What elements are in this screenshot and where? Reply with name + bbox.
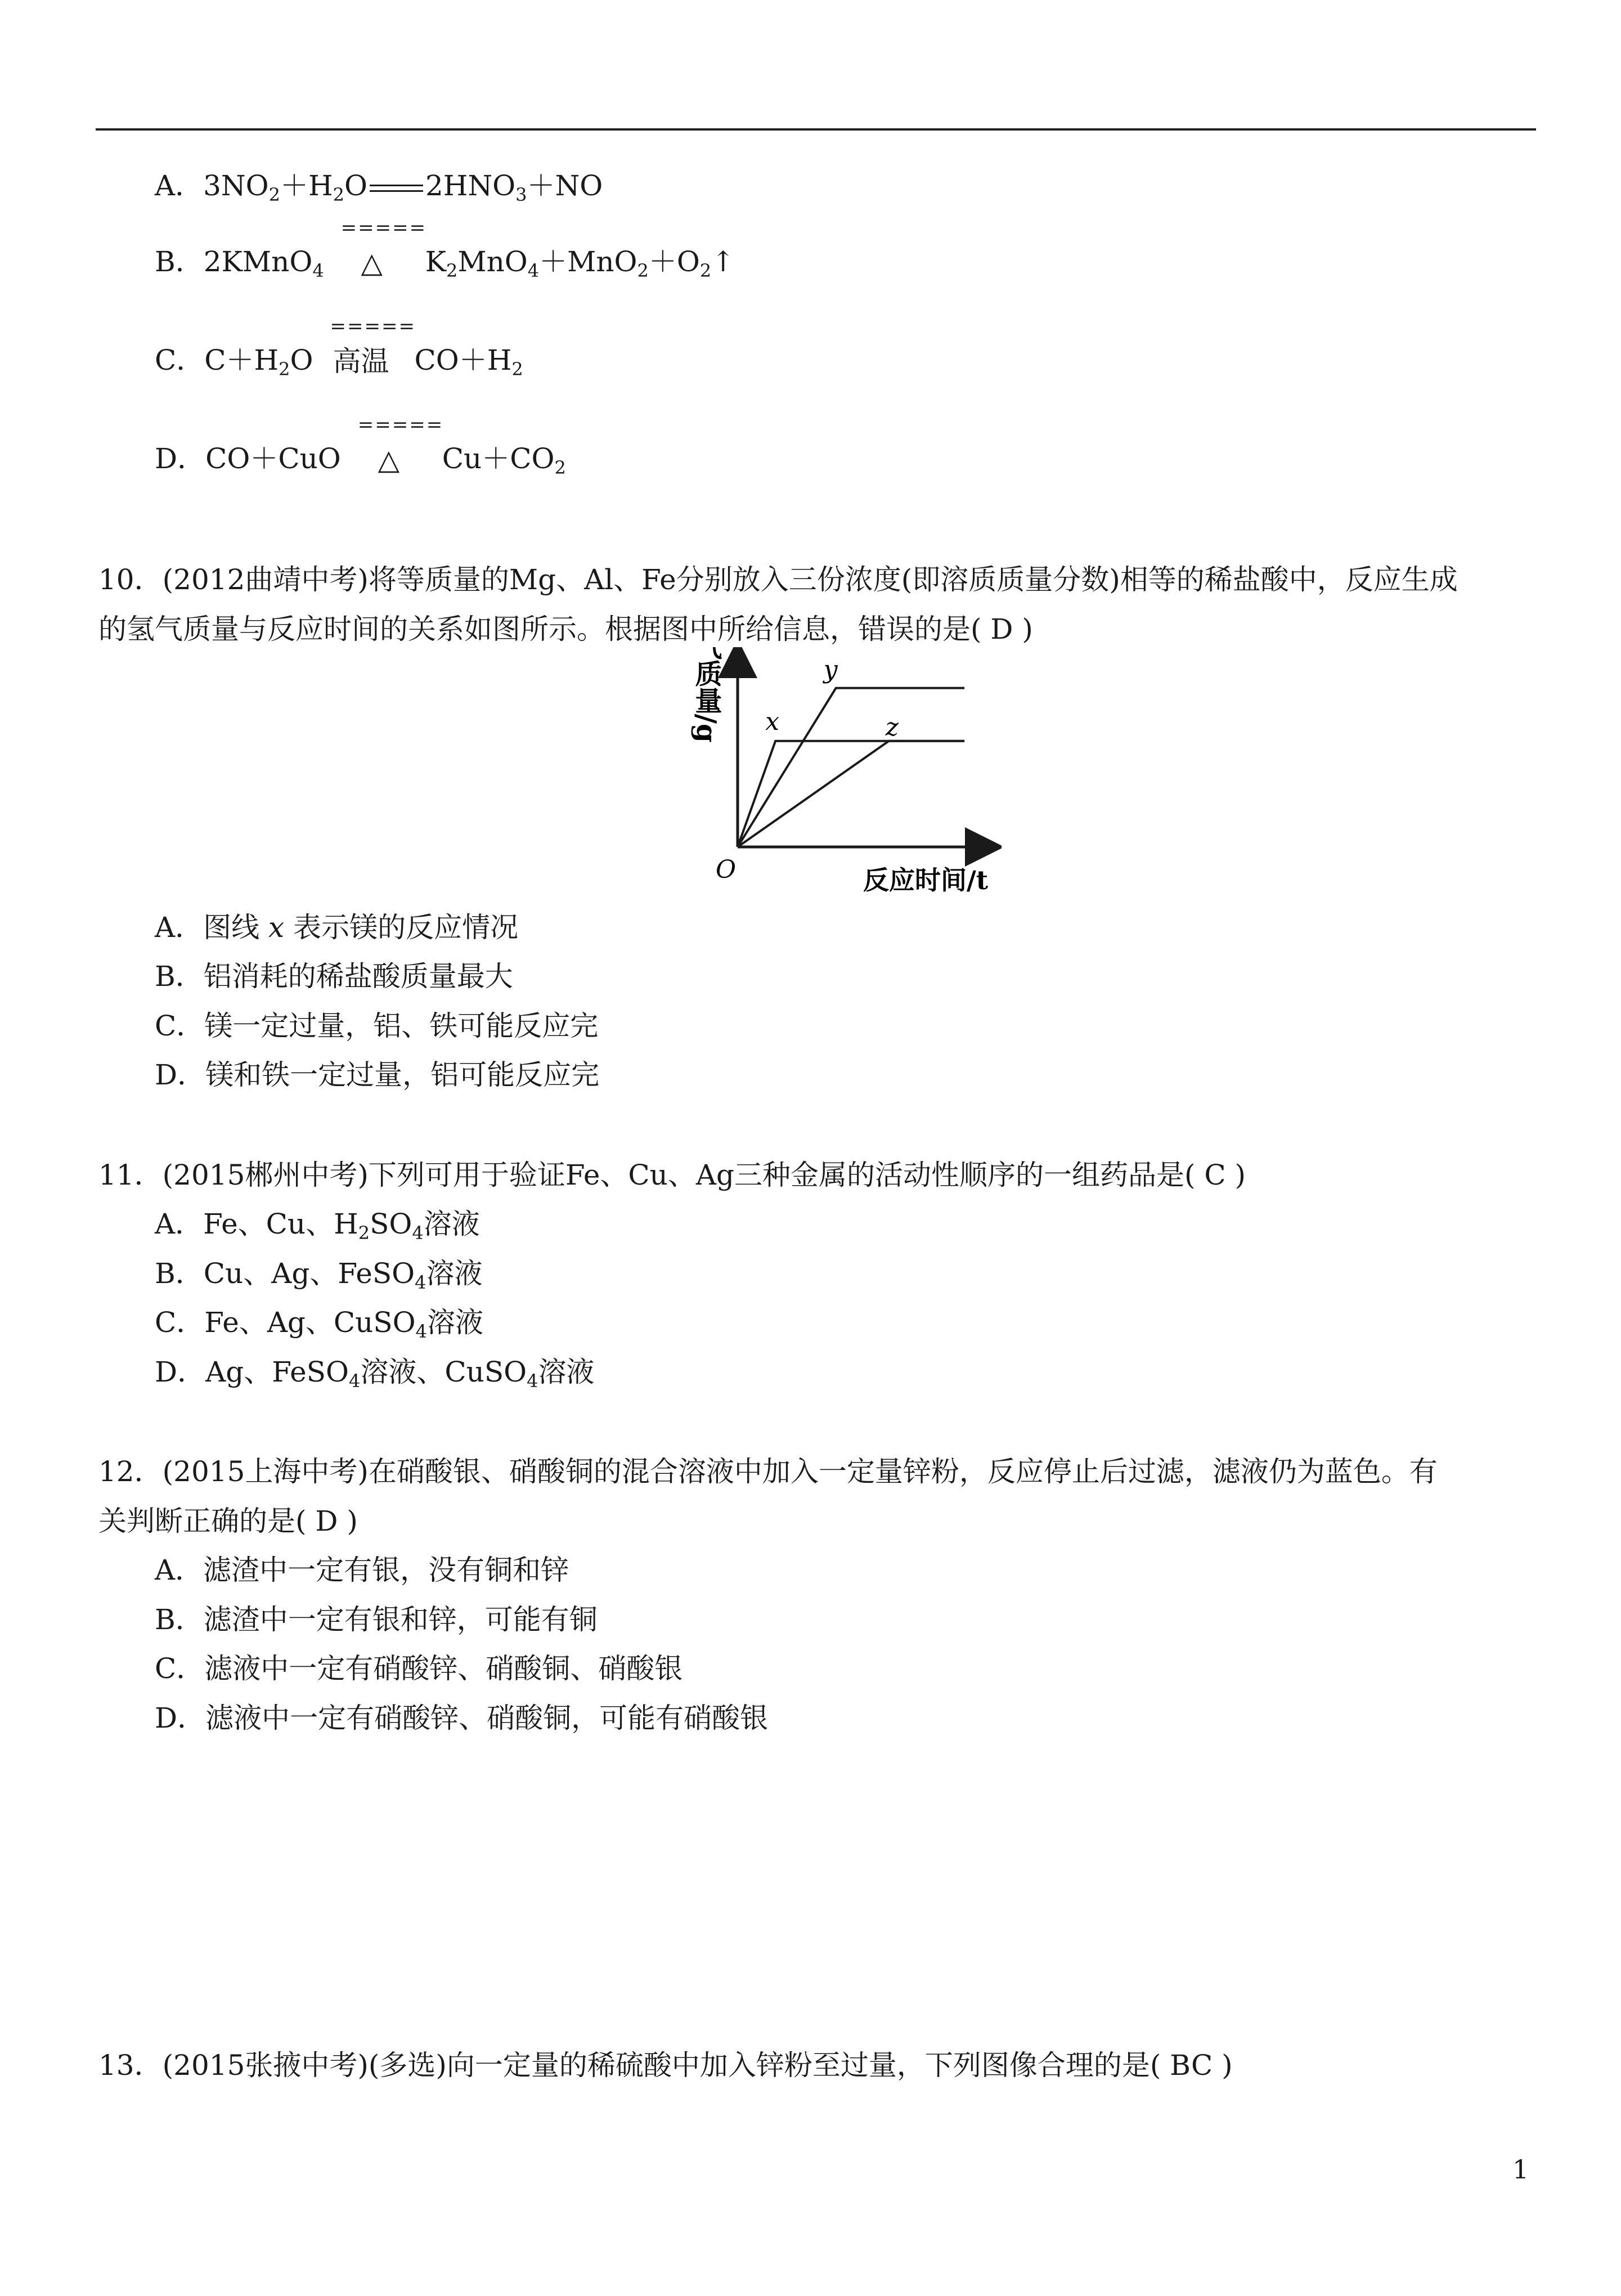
x-axis-label: 反应时间/t	[863, 865, 989, 895]
series-label-x: x	[765, 707, 780, 736]
q12-option-b: B．滤渣中一定有银和锌，可能有铜	[155, 1603, 598, 1636]
q10-stem-line1: 10．(2012曲靖中考)将等质量的Mg、Al、Fe分别放入三份浓度(即溶质质量分数)相等的稀盐酸中，反应生成	[98, 563, 1458, 596]
series-label-z: z	[885, 712, 899, 742]
q11-option-a: A．Fe、Cu、$H_2SO_4$溶液	[155, 1208, 480, 1244]
q10-option-b: B．铝消耗的稀盐酸质量最大	[155, 960, 513, 993]
q11-stem: 11．(2015郴州中考)下列可用于验证Fe、Cu、Ag三种金属的活动性顺序的一组药品是( C )	[98, 1159, 1246, 1191]
q10-option-c: C．镁一定过量，铝、铁可能反应完	[155, 1010, 599, 1042]
hydrogen-time-chart	[675, 647, 1002, 906]
reaction-condition: ===== △	[357, 414, 444, 476]
header-rule	[96, 128, 1536, 131]
q12-stem-line1: 12．(2015上海中考)在硝酸银、硝酸铜的混合溶液中加入一定量锌粉，反应停止后过滤，滤液仍为蓝色。有	[98, 1455, 1438, 1488]
q9-option-d: D．CO＋CuO ===== △ $Cu+CO_2$	[155, 414, 566, 478]
q12-option-c: C．滤液中一定有硝酸锌、硝酸铜、硝酸银	[155, 1652, 683, 1685]
q12-stem-line2: 关判断正确的是( D )	[98, 1505, 358, 1537]
origin-label: O	[715, 855, 737, 884]
series-label-y: y	[823, 655, 838, 684]
q11-option-d: D．Ag、FeSO$_4$溶液、CuSO$_4$溶液	[155, 1356, 595, 1392]
q11-option-b: B．Cu、Ag、FeSO$_4$溶液	[155, 1257, 483, 1293]
q9-option-b: B．2KMnO$_4$ ===== △ $K_2MnO_4+MnO_2+O_2↑$	[155, 217, 735, 281]
q12-option-a: A．滤渣中一定有银，没有铜和锌	[155, 1554, 569, 1586]
q10-option-a: A．图线 x 表示镁的反应情况	[155, 911, 519, 944]
reaction-condition: ===== △	[340, 217, 427, 279]
q9-option-a: A．$3NO_2+H_2O$ $2HNO_3+NO$	[155, 169, 603, 205]
reaction-condition: ===== 高温	[330, 315, 416, 378]
q13-stem: 13．(2015张掖中考)(多选)向一定量的稀硫酸中加入锌粉至过量，下列图像合理的是( BC )	[98, 2049, 1233, 2082]
q10-option-d: D．镁和铁一定过量，铝可能反应完	[155, 1059, 600, 1091]
page-number: 1	[1512, 2154, 1529, 2185]
q11-option-c: C．Fe、Ag、CuSO$_4$溶液	[155, 1306, 483, 1342]
q10-chart	[675, 647, 1002, 906]
q9-option-c: C．$C+H_2O$ ===== 高温 $CO+H_2$	[155, 315, 523, 380]
q12-option-d: D．滤液中一定有硝酸锌、硝酸铜，可能有硝酸银	[155, 1702, 769, 1734]
q10-stem-line2: 的氢气质量与反应时间的关系如图所示。根据图中所给信息，错误的是( D )	[98, 613, 1033, 645]
y-axis-label: 氢气质量/g	[690, 647, 722, 743]
equals-sign	[370, 185, 423, 192]
